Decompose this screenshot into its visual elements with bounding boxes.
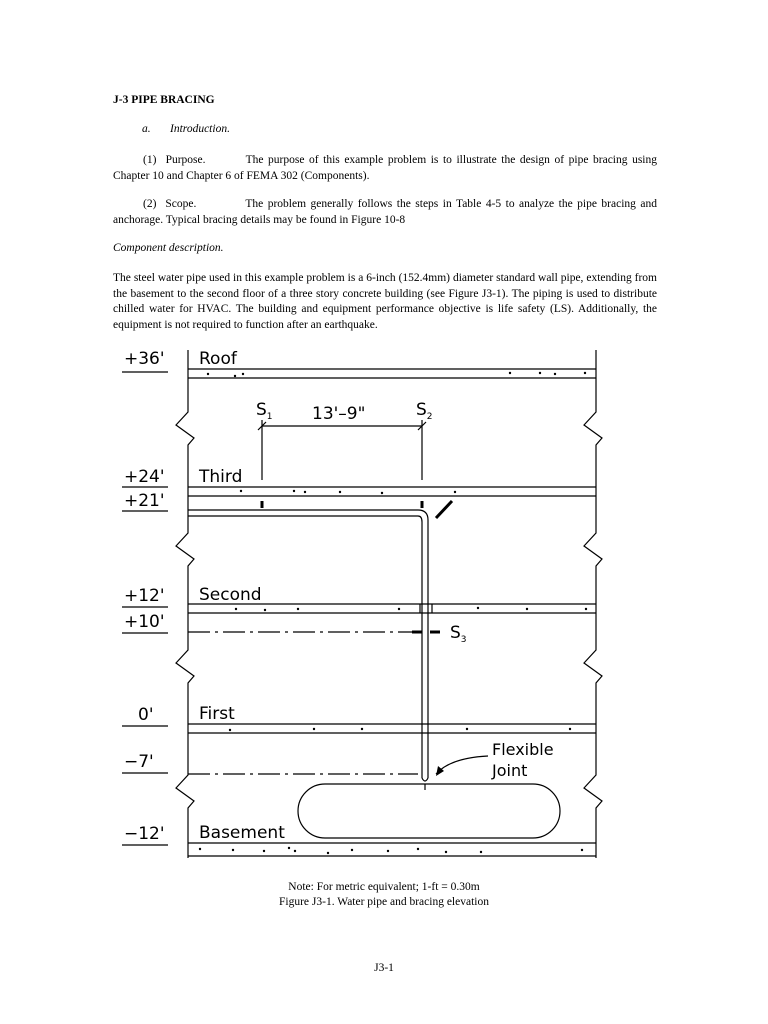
page-number: J3-1 [374, 962, 394, 974]
support-s2-label: $S_2$ [416, 400, 433, 422]
support-s1-label: $S_1$ [256, 400, 273, 422]
component-heading: Component description. [113, 242, 224, 254]
elev-label-21: +21' [124, 491, 165, 511]
basement-equipment [298, 784, 560, 838]
support-s3-label: $S_3$ [450, 623, 467, 645]
elev-label-neg12: −12' [124, 824, 165, 844]
floor-label-roof: Roof [199, 349, 237, 369]
purpose-label: Purpose. [165, 154, 206, 166]
floor-label-first: First [199, 704, 235, 724]
figure-note: Note: For metric equivalent; 1-ft = 0.30m [288, 881, 480, 893]
elev-label-10: +10' [124, 612, 165, 632]
pipe-horizontal [188, 510, 428, 778]
elev-label-36: +36' [124, 349, 165, 369]
purpose-text: The purpose of this example problem is to illustrate the design of pipe bracing using Chapter 10 and Chapter 6 of FEMA 302 (Components). [113, 154, 657, 182]
figure-caption: Figure J3-1. Water pipe and bracing elevation [279, 896, 489, 908]
flexible-joint-leader [436, 756, 488, 774]
dimension-label: 13'–9" [312, 404, 366, 424]
flexible-label: Flexible [492, 740, 554, 759]
elev-label-24: +24' [124, 467, 165, 487]
floor-label-basement: Basement [199, 823, 285, 843]
scope-label: Scope. [165, 198, 197, 210]
elev-label-0: 0' [138, 705, 154, 725]
scope-text: The problem generally follows the steps in Table 4-5 to analyze the pipe bracing and anchorage. Typical bracing details may be found in Figure 10-8 [113, 198, 657, 226]
component-paragraph: The steel water pipe used in this example problem is a 6-inch (152.4mm) diameter standard wall pipe, extending from the basement to the second floor of a three story concrete building (see Figure J3-1). The piping is used to distribute chilled water for HVAC. The building and equipment performance objective is life safety (LS). Additionally, the equipment is not required to function after an earthquake. [113, 272, 657, 331]
intro-text: Introduction. [170, 123, 230, 135]
floor-label-third: Third [199, 467, 243, 487]
elev-label-neg7: −7' [124, 752, 154, 772]
intro-label: a. [142, 123, 151, 135]
joint-label: Joint [492, 761, 528, 780]
elev-label-12: +12' [124, 586, 165, 606]
floor-label-second: Second [199, 585, 262, 605]
diagonal-brace [436, 501, 452, 518]
section-title: J-3 PIPE BRACING [113, 94, 215, 106]
pipe-horizontal-inner [188, 516, 422, 778]
scope-num: (2) [143, 198, 157, 210]
purpose-num: (1) [143, 154, 157, 166]
